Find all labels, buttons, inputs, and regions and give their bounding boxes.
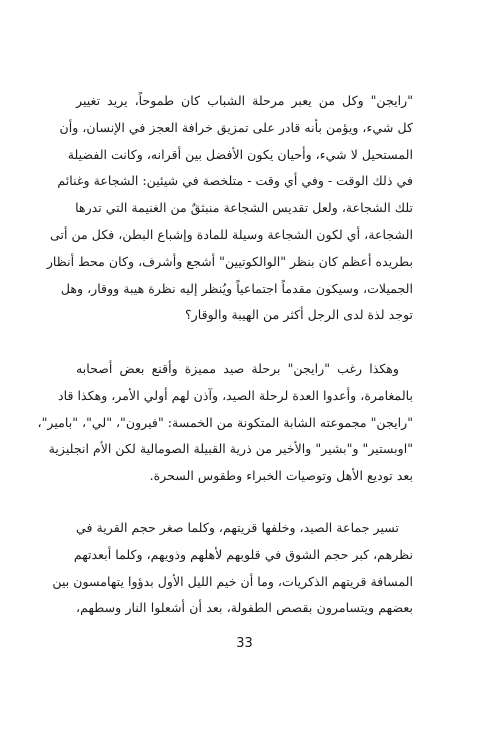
text-line: "رايجن" وكل من يعبر مرحلة الشباب كان طموحاً، يريد تغيير: [76, 93, 413, 108]
paragraph-3: [52, 515, 413, 622]
text-line: المستحيل لا شيء، وأحيان يكون الأفضل بين أقرانه، وكانت الفضيلة: [67, 146, 413, 162]
text-line: تسير جماعة الصيد، وخلفها قريتهم، وكلما صغر حجم القرية في: [76, 520, 399, 535]
text-line: وهكذا رغب "رايجن" برحلة صيد مميزة وأقنع بعض أصحابه: [76, 361, 399, 376]
text-line: المسافة قريتهم الذكريات، وما أن خيم الليل الأول بدؤوا يتهامسون بين: [52, 573, 413, 589]
text-line: بعد توديع الأهل وتوصيات الخبراء وطقوس السحرة.: [149, 468, 413, 484]
page-number: 33: [236, 636, 253, 651]
text-line: تلك الشجاعة، ولعل تقديس الشجاعة منبثقٌ من الغنيمة التي تدرها: [75, 200, 413, 216]
text-line: الشجاعة، أي لكون الشجاعة وسيلة للمادة وإشباع البطن، فكل من أتى: [49, 226, 413, 242]
paragraph-2: [37, 356, 413, 490]
text-line: في ذلك الوقت - وفي أي وقت - متلخصة في شيئين: الشجاعة وغنائم: [57, 173, 413, 189]
text-line: بطريده أعظم كان بنظر "الوالكوتيين" أشجع وأشرف، وكان محط أنظار: [46, 253, 413, 269]
text-line: الجميلات، وسيكون مقدماً اجتماعياً ويُنظر إليه نظرة هيبة ووقار، وهل: [60, 280, 413, 296]
text-line: توجد لذة لدى الرجل أكثر من الهيبة والوقار؟: [184, 307, 413, 323]
text-line: نظرهم، كبر حجم الشوق في قلوبهم لأهلهم وذويهم، وكلما أبعدتهم: [73, 546, 413, 562]
text-line: بعضهم ويتسامرون بقصص الطفولة، بعد أن أشعلوا النار وسطهم،: [76, 600, 413, 616]
paragraph-1: [46, 88, 413, 329]
text-line: "رايجن" مجموعته الشابة المتكونة من الخمسة: "فيرون"، "لي"، "بامير"،: [37, 414, 413, 430]
text-line: بالمغامرة، وأعدوا العدة لرحلة الصيد، وآذن لهم أولي الأمر، وهكذا قاد: [58, 387, 413, 403]
text-line: "اوبستير" و"بشير" والأخير من ذرية القبيلة الصومالية لكن الأم انجليزية: [48, 441, 413, 457]
text-line: كل شيء، ويؤمن بأنه قادر على تمزيق خرافة العجز في الإنسان، وأن: [59, 119, 413, 135]
